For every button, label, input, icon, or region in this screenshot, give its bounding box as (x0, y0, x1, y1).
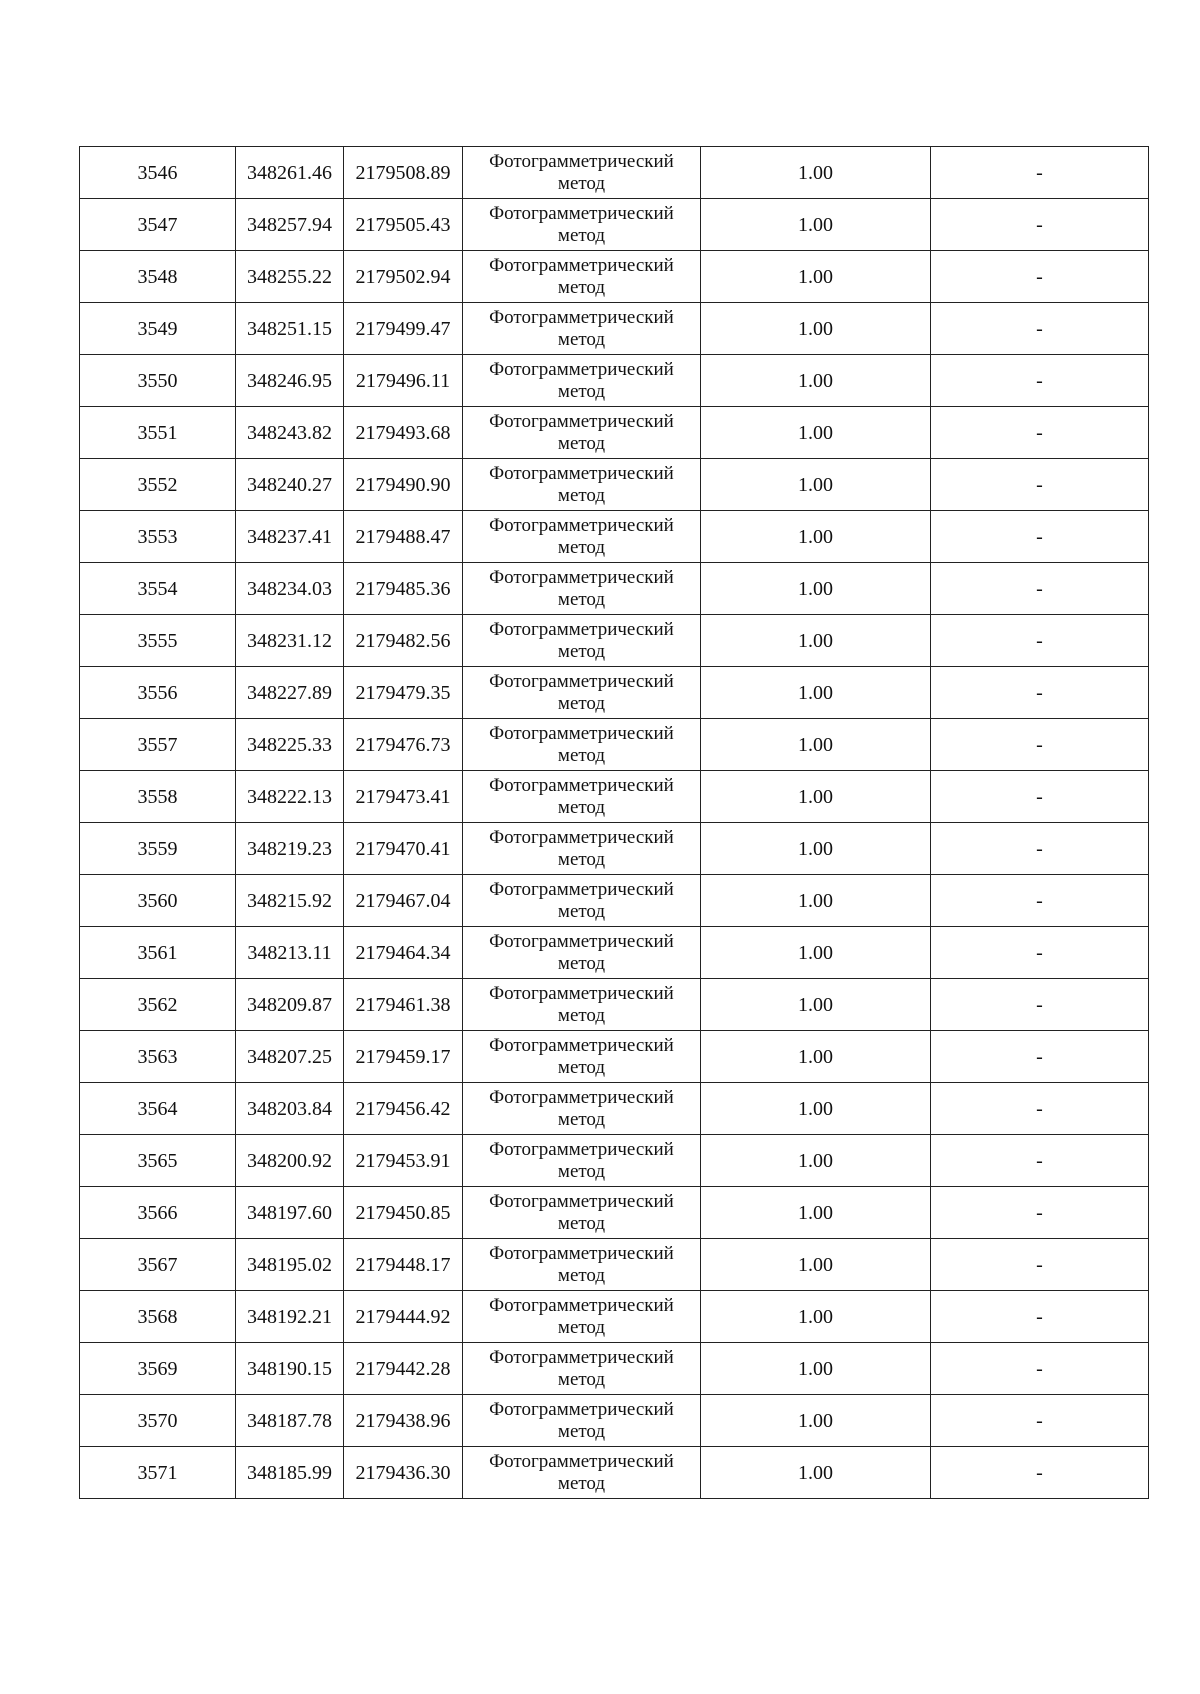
table-row (80, 199, 1149, 251)
method-line-2: метод (557, 1420, 606, 1442)
accuracy-cell: 1.00 (701, 979, 931, 1031)
accuracy-cell: 1.00 (701, 1239, 931, 1291)
method-cell (463, 303, 701, 355)
x-coordinate-cell: 348243.82 (236, 407, 344, 459)
method-line-2: метод (557, 952, 606, 974)
y-coordinate-cell: 2179473.41 (344, 771, 463, 823)
x-coordinate-cell: 348203.84 (236, 1083, 344, 1135)
method-cell (463, 147, 701, 199)
note-cell: - (931, 927, 1149, 979)
accuracy-cell: 1.00 (701, 563, 931, 615)
note-cell: - (931, 199, 1149, 251)
note-cell: - (931, 667, 1149, 719)
accuracy-cell: 1.00 (701, 1447, 931, 1499)
accuracy-cell: 1.00 (701, 1135, 931, 1187)
table-row (80, 303, 1149, 355)
method-cell (463, 979, 701, 1031)
x-coordinate-cell: 348200.92 (236, 1135, 344, 1187)
accuracy-cell: 1.00 (701, 927, 931, 979)
method-cell (463, 251, 701, 303)
method-line-2: метод (557, 1004, 606, 1026)
accuracy-cell: 1.00 (701, 511, 931, 563)
y-coordinate-cell: 2179482.56 (344, 615, 463, 667)
method-cell (463, 1031, 701, 1083)
note-cell: - (931, 823, 1149, 875)
point-number-cell: 3562 (80, 979, 236, 1031)
method-line-1: Фотограмметрический (489, 1190, 674, 1212)
point-number-cell: 3571 (80, 1447, 236, 1499)
point-number-cell: 3569 (80, 1343, 236, 1395)
method-line-2: метод (557, 692, 606, 714)
table-row (80, 563, 1149, 615)
x-coordinate-cell: 348240.27 (236, 459, 344, 511)
y-coordinate-cell: 2179496.11 (344, 355, 463, 407)
method-line-2: метод (557, 640, 606, 662)
table-row (80, 1239, 1149, 1291)
y-coordinate-cell: 2179479.35 (344, 667, 463, 719)
table-body (80, 147, 1149, 1499)
note-cell: - (931, 1447, 1149, 1499)
accuracy-cell: 1.00 (701, 771, 931, 823)
point-number-cell: 3547 (80, 199, 236, 251)
accuracy-cell: 1.00 (701, 407, 931, 459)
table-row (80, 667, 1149, 719)
table-row (80, 1395, 1149, 1447)
method-line-1: Фотограмметрический (489, 410, 674, 432)
table-row (80, 511, 1149, 563)
x-coordinate-cell: 348190.15 (236, 1343, 344, 1395)
method-line-2: метод (557, 536, 606, 558)
method-cell (463, 875, 701, 927)
y-coordinate-cell: 2179450.85 (344, 1187, 463, 1239)
method-line-2: метод (557, 1368, 606, 1390)
table-row (80, 1291, 1149, 1343)
note-cell: - (931, 563, 1149, 615)
point-number-cell: 3561 (80, 927, 236, 979)
point-number-cell: 3566 (80, 1187, 236, 1239)
x-coordinate-cell: 348257.94 (236, 199, 344, 251)
table-row (80, 355, 1149, 407)
table-row (80, 1083, 1149, 1135)
x-coordinate-cell: 348213.11 (236, 927, 344, 979)
table-row (80, 1031, 1149, 1083)
method-line-1: Фотограмметрический (489, 358, 674, 380)
y-coordinate-cell: 2179485.36 (344, 563, 463, 615)
x-coordinate-cell: 348261.46 (236, 147, 344, 199)
accuracy-cell: 1.00 (701, 251, 931, 303)
accuracy-cell: 1.00 (701, 1343, 931, 1395)
method-cell (463, 511, 701, 563)
note-cell: - (931, 1343, 1149, 1395)
method-cell (463, 1291, 701, 1343)
method-line-1: Фотограмметрический (489, 1294, 674, 1316)
note-cell: - (931, 355, 1149, 407)
point-number-cell: 3558 (80, 771, 236, 823)
method-line-2: метод (557, 1472, 606, 1494)
method-cell (463, 1083, 701, 1135)
note-cell: - (931, 1395, 1149, 1447)
y-coordinate-cell: 2179464.34 (344, 927, 463, 979)
y-coordinate-cell: 2179508.89 (344, 147, 463, 199)
point-number-cell: 3548 (80, 251, 236, 303)
x-coordinate-cell: 348207.25 (236, 1031, 344, 1083)
accuracy-cell: 1.00 (701, 303, 931, 355)
method-cell (463, 407, 701, 459)
note-cell: - (931, 303, 1149, 355)
method-cell (463, 927, 701, 979)
accuracy-cell: 1.00 (701, 199, 931, 251)
x-coordinate-cell: 348222.13 (236, 771, 344, 823)
table-row (80, 979, 1149, 1031)
method-cell (463, 823, 701, 875)
y-coordinate-cell: 2179456.42 (344, 1083, 463, 1135)
method-line-1: Фотограмметрический (489, 1086, 674, 1108)
table-row (80, 1447, 1149, 1499)
note-cell: - (931, 1239, 1149, 1291)
note-cell: - (931, 459, 1149, 511)
y-coordinate-cell: 2179490.90 (344, 459, 463, 511)
method-line-2: метод (557, 432, 606, 454)
accuracy-cell: 1.00 (701, 875, 931, 927)
y-coordinate-cell: 2179436.30 (344, 1447, 463, 1499)
method-line-2: метод (557, 380, 606, 402)
note-cell: - (931, 719, 1149, 771)
point-number-cell: 3555 (80, 615, 236, 667)
method-line-2: метод (557, 848, 606, 870)
note-cell: - (931, 1031, 1149, 1083)
note-cell: - (931, 1187, 1149, 1239)
x-coordinate-cell: 348197.60 (236, 1187, 344, 1239)
method-line-2: метод (557, 1160, 606, 1182)
method-line-1: Фотограмметрический (489, 1450, 674, 1472)
method-cell (463, 1135, 701, 1187)
point-number-cell: 3556 (80, 667, 236, 719)
method-cell (463, 563, 701, 615)
point-number-cell: 3546 (80, 147, 236, 199)
accuracy-cell: 1.00 (701, 823, 931, 875)
method-line-1: Фотограмметрический (489, 566, 674, 588)
note-cell: - (931, 511, 1149, 563)
method-cell (463, 1187, 701, 1239)
table-row (80, 407, 1149, 459)
method-cell (463, 459, 701, 511)
accuracy-cell: 1.00 (701, 459, 931, 511)
point-number-cell: 3570 (80, 1395, 236, 1447)
note-cell: - (931, 875, 1149, 927)
point-number-cell: 3560 (80, 875, 236, 927)
method-line-1: Фотограмметрический (489, 254, 674, 276)
y-coordinate-cell: 2179499.47 (344, 303, 463, 355)
y-coordinate-cell: 2179438.96 (344, 1395, 463, 1447)
point-number-cell: 3564 (80, 1083, 236, 1135)
point-number-cell: 3550 (80, 355, 236, 407)
accuracy-cell: 1.00 (701, 147, 931, 199)
method-cell (463, 1343, 701, 1395)
note-cell: - (931, 979, 1149, 1031)
y-coordinate-cell: 2179470.41 (344, 823, 463, 875)
table-row (80, 459, 1149, 511)
point-number-cell: 3553 (80, 511, 236, 563)
point-number-cell: 3565 (80, 1135, 236, 1187)
table-row (80, 719, 1149, 771)
method-cell (463, 1239, 701, 1291)
method-line-1: Фотограмметрический (489, 930, 674, 952)
point-number-cell: 3568 (80, 1291, 236, 1343)
point-number-cell: 3551 (80, 407, 236, 459)
note-cell: - (931, 147, 1149, 199)
x-coordinate-cell: 348215.92 (236, 875, 344, 927)
method-line-1: Фотограмметрический (489, 1034, 674, 1056)
accuracy-cell: 1.00 (701, 1187, 931, 1239)
point-number-cell: 3559 (80, 823, 236, 875)
method-cell (463, 719, 701, 771)
x-coordinate-cell: 348255.22 (236, 251, 344, 303)
method-line-1: Фотограмметрический (489, 514, 674, 536)
table-row (80, 927, 1149, 979)
x-coordinate-cell: 348219.23 (236, 823, 344, 875)
accuracy-cell: 1.00 (701, 1031, 931, 1083)
method-line-2: метод (557, 1212, 606, 1234)
y-coordinate-cell: 2179459.17 (344, 1031, 463, 1083)
method-line-2: метод (557, 276, 606, 298)
accuracy-cell: 1.00 (701, 355, 931, 407)
method-line-2: метод (557, 484, 606, 506)
note-cell: - (931, 1291, 1149, 1343)
note-cell: - (931, 1083, 1149, 1135)
method-cell (463, 1395, 701, 1447)
accuracy-cell: 1.00 (701, 615, 931, 667)
method-line-2: метод (557, 588, 606, 610)
accuracy-cell: 1.00 (701, 1395, 931, 1447)
table-row (80, 147, 1149, 199)
method-line-1: Фотограмметрический (489, 722, 674, 744)
method-line-1: Фотограмметрический (489, 1138, 674, 1160)
method-cell (463, 355, 701, 407)
x-coordinate-cell: 348209.87 (236, 979, 344, 1031)
point-number-cell: 3567 (80, 1239, 236, 1291)
note-cell: - (931, 771, 1149, 823)
y-coordinate-cell: 2179493.68 (344, 407, 463, 459)
table-row (80, 875, 1149, 927)
method-line-2: метод (557, 1316, 606, 1338)
table-row (80, 1187, 1149, 1239)
method-line-1: Фотограмметрический (489, 1346, 674, 1368)
method-line-1: Фотограмметрический (489, 826, 674, 848)
method-line-2: метод (557, 328, 606, 350)
method-cell (463, 615, 701, 667)
method-line-1: Фотограмметрический (489, 670, 674, 692)
table-row (80, 1343, 1149, 1395)
point-number-cell: 3563 (80, 1031, 236, 1083)
y-coordinate-cell: 2179502.94 (344, 251, 463, 303)
x-coordinate-cell: 348187.78 (236, 1395, 344, 1447)
method-line-2: метод (557, 1264, 606, 1286)
y-coordinate-cell: 2179448.17 (344, 1239, 463, 1291)
method-line-1: Фотограмметрический (489, 878, 674, 900)
y-coordinate-cell: 2179442.28 (344, 1343, 463, 1395)
method-line-2: метод (557, 172, 606, 194)
method-line-1: Фотограмметрический (489, 1242, 674, 1264)
method-cell (463, 667, 701, 719)
note-cell: - (931, 251, 1149, 303)
table-row (80, 771, 1149, 823)
y-coordinate-cell: 2179505.43 (344, 199, 463, 251)
y-coordinate-cell: 2179488.47 (344, 511, 463, 563)
method-line-2: метод (557, 1108, 606, 1130)
method-line-2: метод (557, 1056, 606, 1078)
table-row (80, 615, 1149, 667)
x-coordinate-cell: 348192.21 (236, 1291, 344, 1343)
method-line-1: Фотограмметрический (489, 982, 674, 1004)
note-cell: - (931, 615, 1149, 667)
point-number-cell: 3557 (80, 719, 236, 771)
x-coordinate-cell: 348227.89 (236, 667, 344, 719)
y-coordinate-cell: 2179467.04 (344, 875, 463, 927)
accuracy-cell: 1.00 (701, 719, 931, 771)
method-line-1: Фотограмметрический (489, 1398, 674, 1420)
accuracy-cell: 1.00 (701, 1291, 931, 1343)
x-coordinate-cell: 348246.95 (236, 355, 344, 407)
x-coordinate-cell: 348231.12 (236, 615, 344, 667)
method-line-2: метод (557, 900, 606, 922)
table-row (80, 1135, 1149, 1187)
method-line-2: метод (557, 224, 606, 246)
method-line-1: Фотограмметрический (489, 618, 674, 640)
accuracy-cell: 1.00 (701, 1083, 931, 1135)
method-line-1: Фотограмметрический (489, 774, 674, 796)
x-coordinate-cell: 348251.15 (236, 303, 344, 355)
method-line-1: Фотограмметрический (489, 202, 674, 224)
note-cell: - (931, 1135, 1149, 1187)
method-line-2: метод (557, 744, 606, 766)
table-row (80, 823, 1149, 875)
point-number-cell: 3552 (80, 459, 236, 511)
table-row (80, 251, 1149, 303)
note-cell: - (931, 407, 1149, 459)
y-coordinate-cell: 2179461.38 (344, 979, 463, 1031)
accuracy-cell: 1.00 (701, 667, 931, 719)
y-coordinate-cell: 2179444.92 (344, 1291, 463, 1343)
method-cell (463, 771, 701, 823)
point-number-cell: 3549 (80, 303, 236, 355)
y-coordinate-cell: 2179476.73 (344, 719, 463, 771)
method-line-1: Фотограмметрический (489, 462, 674, 484)
x-coordinate-cell: 348185.99 (236, 1447, 344, 1499)
y-coordinate-cell: 2179453.91 (344, 1135, 463, 1187)
method-line-1: Фотограмметрический (489, 150, 674, 172)
method-line-1: Фотограмметрический (489, 306, 674, 328)
point-number-cell: 3554 (80, 563, 236, 615)
x-coordinate-cell: 348234.03 (236, 563, 344, 615)
method-cell (463, 1447, 701, 1499)
x-coordinate-cell: 348237.41 (236, 511, 344, 563)
method-cell (463, 199, 701, 251)
x-coordinate-cell: 348195.02 (236, 1239, 344, 1291)
coordinates-table (79, 146, 1149, 1499)
method-line-2: метод (557, 796, 606, 818)
x-coordinate-cell: 348225.33 (236, 719, 344, 771)
